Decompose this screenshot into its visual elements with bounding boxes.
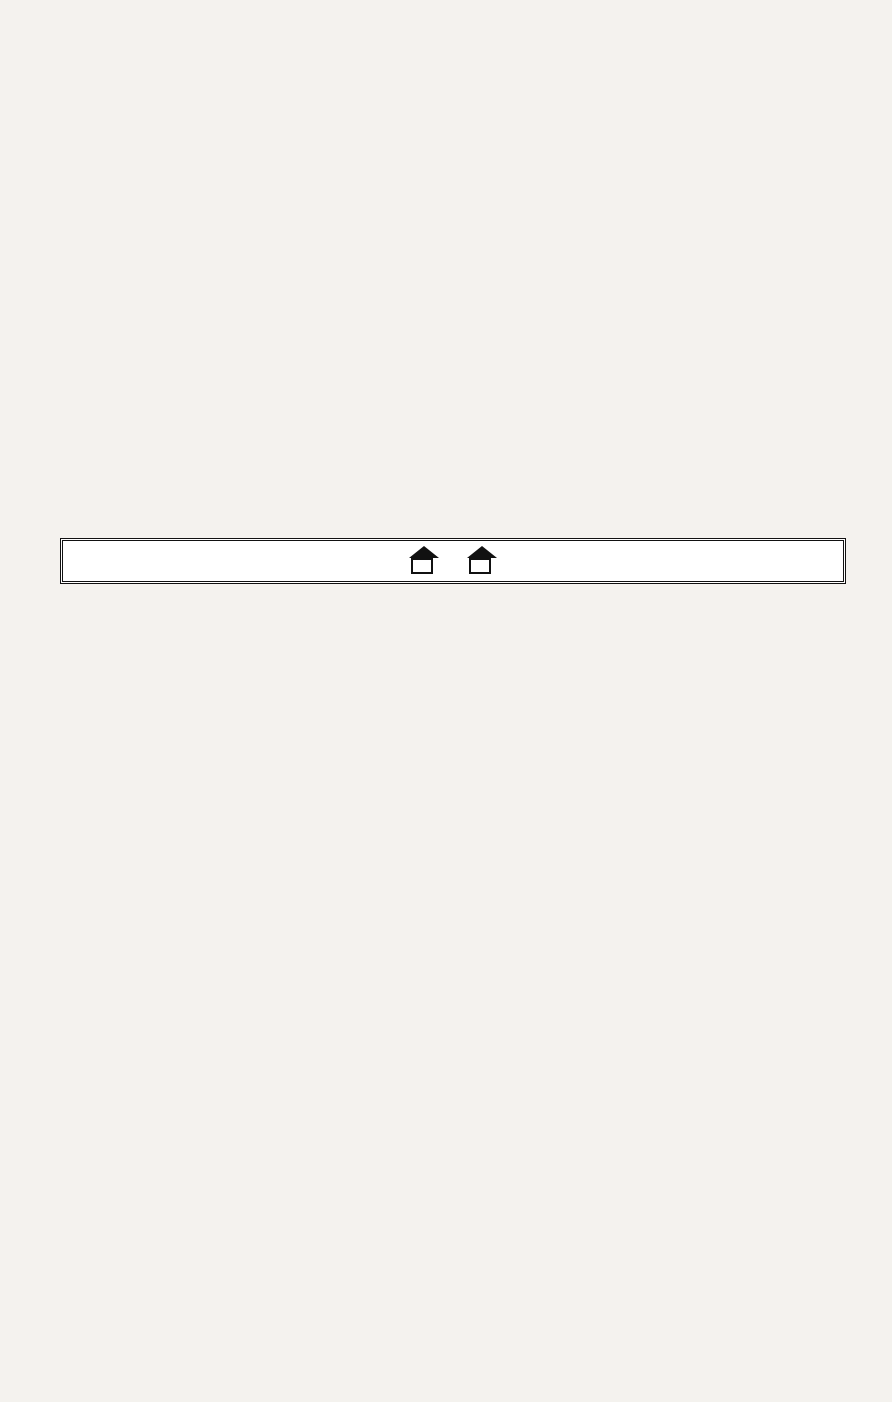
house-icon (409, 546, 439, 576)
service-guide-columns (2, 595, 890, 1400)
help-wanted-columns (2, 16, 890, 532)
house-icon (467, 546, 497, 576)
masthead (0, 0, 892, 14)
home-service-banner (60, 538, 846, 584)
